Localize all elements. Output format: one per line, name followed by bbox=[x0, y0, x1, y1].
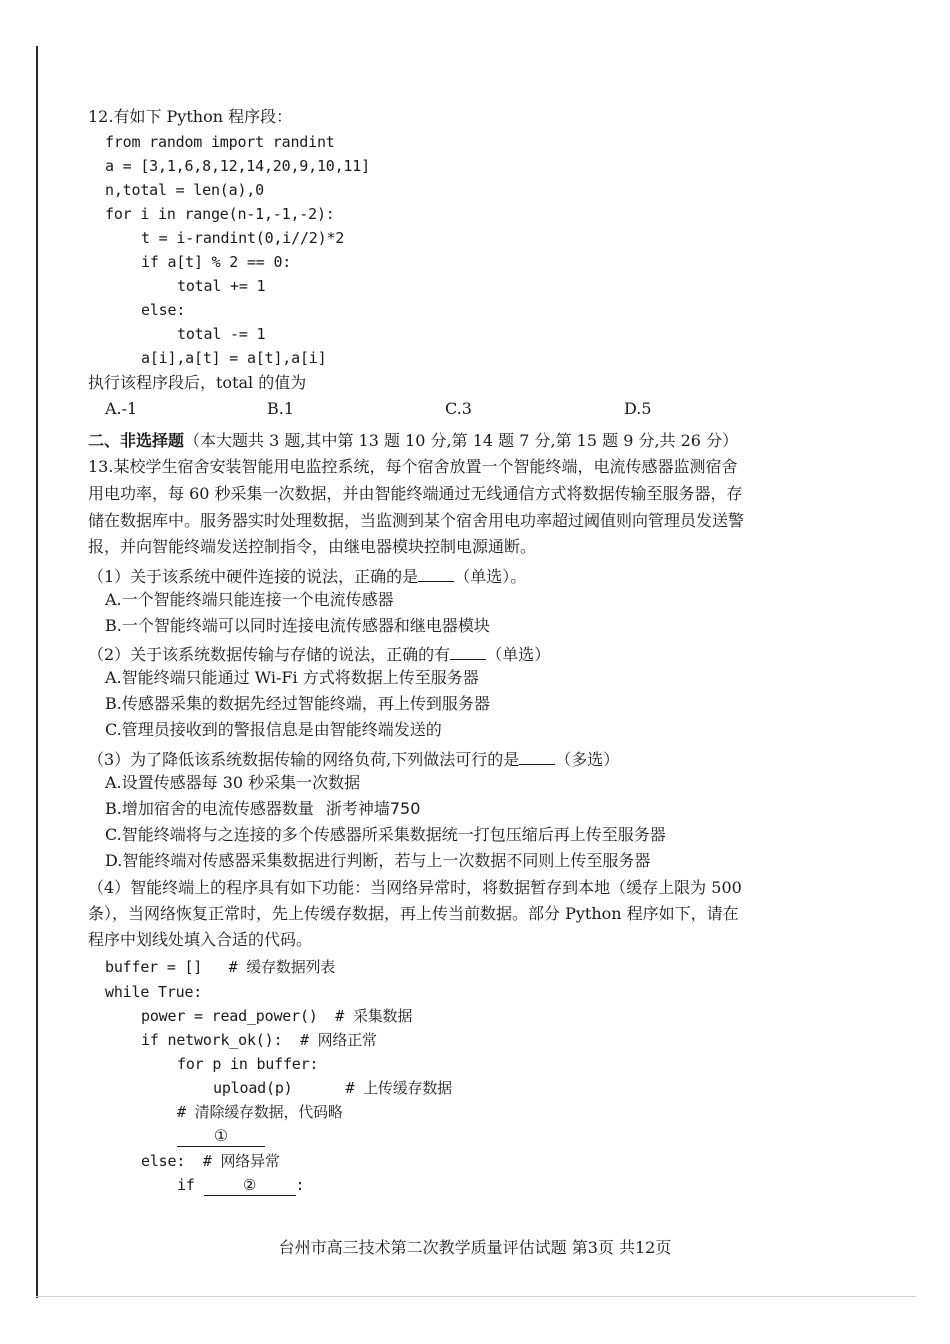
section2-title: 二、非选择题 bbox=[88, 431, 185, 450]
q13-part2-suffix: （单选） bbox=[486, 645, 551, 664]
q13-part3-suffix: （多选） bbox=[555, 750, 620, 769]
answer-blank bbox=[450, 641, 486, 660]
q13-code-line: if network_ok(): # 网络正常 bbox=[141, 1031, 377, 1049]
answer-blank bbox=[519, 746, 555, 765]
page-footer: 台州市高三技术第二次教学质量评估试题 第3页 共12页 bbox=[278, 1238, 672, 1257]
q12-code-line: for i in range(n-1,-1,-2): bbox=[105, 205, 335, 223]
q13-stem-line: 13.某校学生宿舍安装智能用电监控系统，每个宿舍放置一个智能终端，电流传感器监测宿舍 bbox=[88, 457, 738, 476]
q13-code-if-colon: : bbox=[295, 1176, 305, 1194]
q13-part1-option-a: A.一个智能终端只能连接一个电流传感器 bbox=[105, 590, 394, 609]
q13-stem-line: 用电功率，每 60 秒采集一次数据，并由智能终端通过无线通信方式将数据传输至服务器，存 bbox=[88, 484, 743, 503]
q12-question: 执行该程序段后，total 的值为 bbox=[88, 373, 307, 392]
q13-code-line: # 清除缓存数据，代码略 bbox=[177, 1103, 343, 1121]
q13-part2 bbox=[88, 641, 550, 663]
q13-code-line: upload(p) # 上传缓存数据 bbox=[213, 1079, 452, 1097]
q13-part1-prefix: （1）关于该系统中硬件连接的说法，正确的是 bbox=[88, 567, 419, 586]
q13-part2-prefix: （2）关于该系统数据传输与存储的说法，正确的有 bbox=[88, 645, 451, 664]
q12-code-line: total -= 1 bbox=[177, 325, 266, 343]
q13-part1-suffix: （单选）。 bbox=[454, 567, 527, 586]
q12-code-line: n,total = len(a),0 bbox=[105, 181, 264, 199]
q12-option-a: A.-1 bbox=[105, 399, 138, 418]
q12-option-b: B.1 bbox=[267, 399, 295, 418]
code-blank-2: ② bbox=[204, 1175, 296, 1196]
q12-stem: 12.有如下 Python 程序段： bbox=[88, 107, 293, 126]
q13-code-line: while True: bbox=[105, 983, 203, 1001]
q12-code-line: a[i],a[t] = a[t],a[i] bbox=[141, 349, 327, 367]
q13-part4-text: （4）智能终端上的程序具有如下功能：当网络异常时，将数据暂存到本地（缓存上限为 500 bbox=[88, 878, 742, 897]
watermark-text: 浙考神墙750 bbox=[325, 799, 421, 818]
q12-option-c: C.3 bbox=[445, 399, 472, 418]
q13-part3-option-a: A.设置传感器每 30 秒采集一次数据 bbox=[105, 773, 361, 792]
q13-code-if-line bbox=[177, 1174, 304, 1196]
q12-code-line: if a[t] % 2 == 0: bbox=[141, 253, 292, 271]
q12-code-line: from random import randint bbox=[105, 133, 335, 151]
q12-option-d: D.5 bbox=[624, 399, 652, 418]
binding-line bbox=[36, 46, 38, 1298]
q13-code-if-keyword: if bbox=[177, 1176, 204, 1194]
q13-part2-option-a: A.智能终端只能通过 Wi-Fi 方式将数据上传至服务器 bbox=[105, 668, 479, 687]
q13-part4-text: 程序中划线处填入合适的代码。 bbox=[88, 930, 313, 949]
section2-heading bbox=[88, 430, 738, 452]
q13-code-line: buffer = [] # 缓存数据列表 bbox=[105, 958, 336, 976]
q13-stem-line: 储在数据库中。服务器实时处理数据，当监测到某个宿舍用电功率超过阈值则向管理员发送警 bbox=[88, 511, 745, 530]
q13-part1 bbox=[88, 563, 526, 585]
answer-blank bbox=[418, 563, 454, 582]
q13-part2-option-c: C.管理员接收到的警报信息是由智能终端发送的 bbox=[105, 720, 442, 739]
page-edge bbox=[36, 1296, 916, 1297]
section2-note: （本大题共 3 题,其中第 13 题 10 分,第 14 题 7 分,第 15 题 9 分,共 26 分） bbox=[184, 431, 739, 450]
q13-code-line: else: # 网络异常 bbox=[141, 1152, 280, 1170]
q12-code-line: a = [3,1,6,8,12,14,20,9,10,11] bbox=[105, 157, 370, 175]
q13-part2-option-b: B.传感器采集的数据先经过智能终端，再上传到服务器 bbox=[105, 694, 490, 713]
q13-part3-option-d: D.智能终端对传感器采集数据进行判断，若与上一次数据不同则上传至服务器 bbox=[105, 851, 651, 870]
q13-part1-option-b: B.一个智能终端可以同时连接电流传感器和继电器模块 bbox=[105, 616, 490, 635]
code-blank-1-line bbox=[177, 1125, 265, 1147]
q13-code-line: power = read_power() # 采集数据 bbox=[141, 1007, 413, 1025]
q12-code-line: t = i-randint(0,i//2)*2 bbox=[141, 229, 345, 247]
q13-part3-option-b bbox=[105, 798, 420, 820]
q13-part3 bbox=[88, 746, 619, 768]
q12-code-line: else: bbox=[141, 301, 186, 319]
q13-part3-prefix: （3）为了降低该系统数据传输的网络负荷,下列做法可行的是 bbox=[88, 750, 520, 769]
q13-stem-line: 报，并向智能终端发送控制指令，由继电器模块控制电源通断。 bbox=[88, 537, 537, 556]
q13-part4-text: 条），当网络恢复正常时，先上传缓存数据，再上传当前数据。部分 Python 程序如下，请在 bbox=[88, 904, 739, 923]
q13-part3-option-c: C.智能终端将与之连接的多个传感器所采集数据统一打包压缩后再上传至服务器 bbox=[105, 825, 666, 844]
q13-code-line: for p in buffer: bbox=[177, 1055, 319, 1073]
q12-code-line: total += 1 bbox=[177, 277, 266, 295]
q13-part3-option-b-text: B.增加宿舍的电流传感器数量 bbox=[105, 799, 314, 818]
code-blank-1: ① bbox=[177, 1126, 265, 1147]
